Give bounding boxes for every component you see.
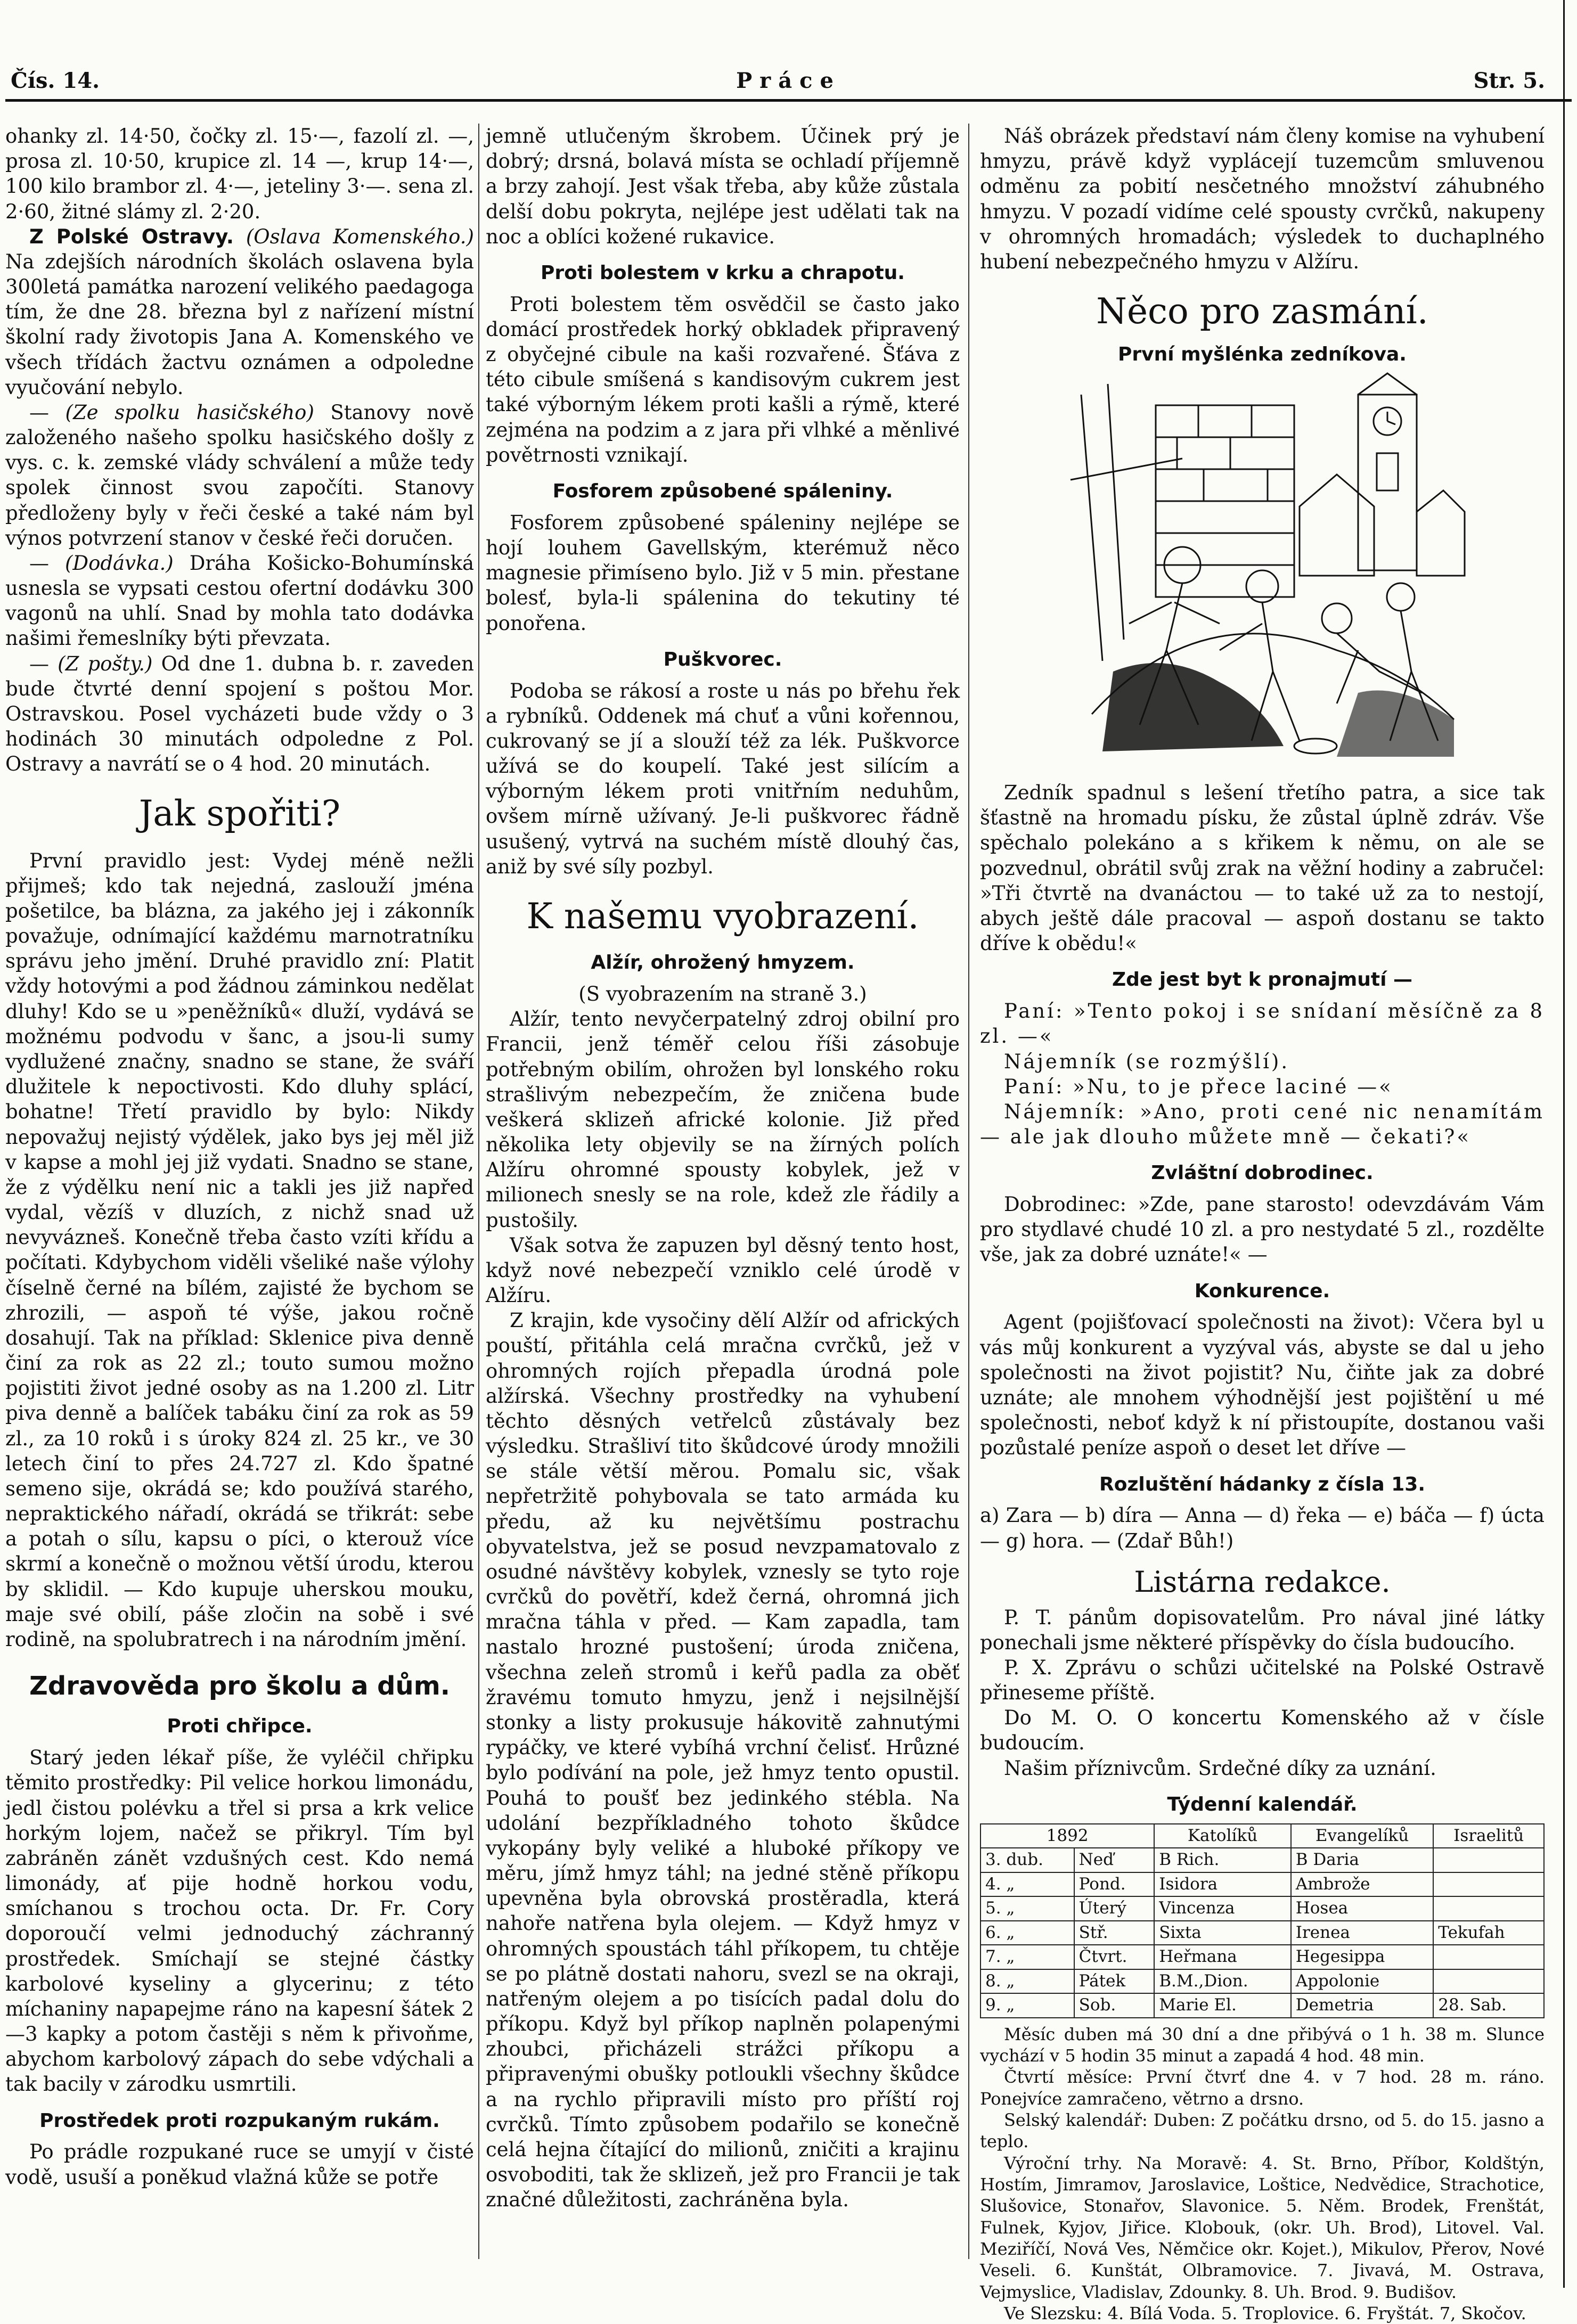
editor-note: Našim příznivcům. Srdečné díky za uznání. (1004, 1756, 1436, 1780)
table-cell: Demetria (1291, 1993, 1434, 2018)
table-cell: 9. „ (980, 1993, 1074, 2018)
table-cell: 5. „ (980, 1896, 1074, 1921)
illustration-fallen-bricklayer (1060, 373, 1465, 773)
table-cell: Pond. (1074, 1872, 1155, 1897)
editor-note: P. T. pánům dopisovatelům. Pro nával jiné látky ponechali jsme některé příspěvky do čísla budoucího. (980, 1606, 1545, 1654)
article-text: Stanovy nově založeného našeho spolku hasičského došly z vys. c. k. zemské vlády schválení a může tedy spolek činnost svou započíti. Stanovy předloženy byly v řeči české a také nám byl výnos potvrzení stanov v české řeči doručen. (5, 400, 475, 550)
dialogue-line: Paní: »Tento pokoj i se snídaní měsíčně za 8 zl. —« (980, 1000, 1545, 1048)
table-header-row (980, 1824, 1544, 1848)
editor-note: P. X. Zprávu o schůzi učitelské na Polské Ostravě přineseme příště. (980, 1656, 1545, 1705)
table-cell: Sob. (1074, 1993, 1155, 2018)
article-text-ruce-cont: jemně utlučeným škrobem. Účinek prý je dobrý; drsná, bolavá místa se ochladí příjemně a brzy zahojí. Jest však třeba, aby kůže zůstala delší dobu pokryta, nejlépe jest udělati tak na noc a oblíci kožené rukavice. (486, 125, 960, 248)
table-row (980, 1848, 1544, 1872)
section-heading-ostrava: Z Polské Ostravy. (29, 225, 234, 248)
article-title-zasmani: Něco pro zasmání. (1096, 291, 1428, 332)
subheading-krk: Proti bolestem v krku a chrapotu. (541, 261, 905, 284)
table-row (980, 1993, 1544, 2018)
article-text: Od dne 1. dubna b. r. zaveden bude čtvrté denní spojení s poštou Mor. Ostravskou. Posel vycházeti bude vždy o 3 hodinách 30 minutách odpoledne z Pol. Ostravy a navrátí se o 4 hod. 20 minutách. (5, 652, 475, 776)
calendar-note: Čtvrtí měsíce: První čtvrť dne 4. v 7 hod. 28 m. ráno. Ponejvíce zamračeno, větrno a drsno. (980, 2067, 1545, 2109)
table-cell: Neď (1074, 1848, 1155, 1872)
table-cell (1433, 1969, 1544, 1994)
subheading-myslenka: První myšlénka zedníkova. (1118, 343, 1407, 366)
article-hasici: — (Ze spolku hasičského) Stanovy nově založeného našeho spolku hasičského došly z vys. c. k. zemské vlády schválení a může tedy spolek činnost svou započíti. Stanovy předloženy byly v řeči české a také nám byl výnos potvrzení stanov v české řeči doručen. (5, 400, 475, 550)
column-header: 1892 (980, 1824, 1154, 1848)
calendar-note-markets: Výroční trhy. Na Moravě: 4. St. Brno, Příbor, Koldštýn, Hostím, Jimramov, Jaroslavice, Loštice, Nedvědice, Strachotice, Slušovice, Stonařov, Slavonice. 5. Něm. Brodek, Frenštát, Fulnek, Kyjov, Jiřice. Klobouk, (okr. Uh. Brod), Litovel. Val. Meziříčí, Nová Ves, Němčice okr. Kojet.), Mikulov, Přerov, Nové Veseli. 6. Kunštát, Olbramovice. 7. Jivavá, M. Ostrava, Vejmyslice, Vladislav, Zdounky. 8. Uh. Brod. 9. Budišov. (980, 2153, 1545, 2302)
alzir-reference: (S vyobrazením na straně 3.) (578, 983, 867, 1005)
subheading-komensky: (Oslava Komenského.) (246, 225, 474, 248)
table-cell: Appolonie (1291, 1969, 1434, 1994)
joke-text-konkurence: Agent (pojišťovací společnosti na život): Včera byl u vás můj konkurent a vyzýval vás, abyste se dal u jeho společnosti na život pojistit? Nu, čiňte jak za dobré uznáte; ale mnohem výhodnější jest pojištění u mé společnosti, neboť když k ní přistoupíte, dostanou vaši pozůstalé peníze aspoň o deset let dříve — (980, 1311, 1545, 1460)
table-cell: Vincenza (1154, 1896, 1290, 1921)
calendar-note: Měsíc duben má 30 dní a dne přibývá o 1 h. 38 m. Slunce vychází v 5 hodin 35 minut a zapadá 4 hod. 48 min. (980, 2024, 1545, 2066)
table-cell (1433, 1848, 1544, 1872)
article-text-fosfor: Fosforem způsobené spáleniny nejlépe se hojí louhem Gavellským, kterémuž něco magnesie přimíseno bylo. Již v 5 min. přestane bolesť, byla-li spálenina do tekutiny té ponořena. (486, 511, 960, 635)
article-text-chripce: Starý jeden lékař píše, že vyléčil chřipku těmito prostředky: Pil velice horkou limonádu, jedl čistou polévku a třel si prsa a krk velice horkým lojem, načež se přikryl. Tím byl zabráněn zánět vzdušných cest. Kdo nemá limonády, ať pije hodně horkou vodu, smíchanou s trochou octa. Dr. Fr. Cory doporoučí velmi jednoduchý záchranný prostředek. Smíchají se stejné částky karbolové kyseliny a glycerinu; z této míchaniny napapejme ráno na kapesní šátek 2—3 kapky a potom častěji s něm k přivoňme, abychom karbolový zápach do sebe vdýchali a tak bacily v zárodku usmrtili. (5, 1746, 474, 2096)
column-divider (478, 124, 479, 2259)
article-text-sporit: První pravidlo jest: Vydej méně nežli přijmeš; kdo tak nejedná, zaslouží jména pošetilce, ba blázna, za jakého jej i zákonník považuje, odnímající každému marnotratníku správu jeho jmění. Druhé pravidlo zní: Platit vždy hotovými a pod žádnou záminkou nedělat dluhy! Kdo se u »peněžníků« dluží, vydává se možnému podvodu v šanc, a jsou-li sumy vydlužené značny, snadno se stane, že sváří dlužitele k nepoctivosti. Kdo dluhy splácí, bohatne! Třetí pravidlo by bylo: Nikdy nepovažuj nejistý výdělek, jako bys jej měl již v kapse a mohl jej již vydati. Snadno se stane, že z výdělku není nic a takli jes již napřed vydal, vězíš v dluzích, z nichž snad už nevyvázneš. Konečně třeba často vzíti křídu a počítati. Kdybychom viděli všeliké naše výlohy číselně černé na bílém, zajisté že bychom se zhrozili, — aspoň té výše, jakou ročně dosahují. Tak na příklad: Sklenice piva denně činí za rok as 22 zl.; touto sumou možno pojistiti život jedné osoby as na 1.200 zl. Litr piva denně a balíček tabáku činí za rok as 59 zl., za 10 roků i s úroky 824 zl. 25 kr., ve 30 letech činí to přes 24.727 zl. Kdo špatné semeno sije, okrádá se; kdo používá starého, nepraktického nářadí, okrádá se třikrát: sebe a potah o sílu, kapsu o píci, o kterouž více skrmí a konečně o možnou větší úrodu, kterou by sklidil. — Kdo kupuje uherskou mouku, maje své obilí, páše zločin na sobě i své rodině, na spolubratrech i na národním jmění. (5, 849, 474, 1651)
subheading: (Z pošty.) (58, 652, 153, 675)
table-cell: 7. „ (980, 1945, 1074, 1969)
column-3 (980, 124, 1545, 2323)
table-cell: Heřmana (1154, 1945, 1290, 1969)
article-title-zdravoveda: Zdravověda pro školu a dům. (29, 1671, 450, 1701)
page-header (11, 68, 1566, 100)
article-title-vyobrazeni: K našemu vyobrazení. (526, 895, 919, 937)
table-cell (1433, 1945, 1544, 1969)
article-text-alzir-3: Z krajin, kde vysočiny dělí Alžír od afrických pouští, přitáhla celá mračna cvrčků, jež v ohromných rojích přepadla úrodná pole alžírská. Všechny prostředky na vyhubení těchto děsných vetřelců zůstávaly bez výsledku. Strašliví tito škůdcové úrody množili se stále větší měrou. Pomalu sic, však nepřetržitě pohybovala se tato armáda ku předu, až ku největšímu postrachu obyvatelstva, jež se posud nevzpamatovalo z osudné návštěvy kobylek, vznesly se tyto roje cvrčků do povětří, kdež černá, ohromná jich mračna táhla v před. — Kam zapadla, tam nastalo hrozné pustošení; úroda zničena, všechna zeleň stromů i keřů padla za oběť žravému tomuto hmyzu, jenž i nejsilnější stonky a listy prokusuje hákovitě zahnutými rypáčky, ve které vybíhá vrchní čelisť. Hrůzné bylo podívání na pole, jež hmyz tento opustil. Pouhá to poušť bez jedinkého stébla. Na udolání bezpříkladného tohoto škůdce vykopány byly veliké a hluboké příkopy ve měru, jímž hmyz táhl; na jedné stěně příkopu upevněna byla obrovská prostěradla, která nahoře natřena byla olejem. — Když hmyz v ohromných spoustách táhl příkopem, tu chtěje se po plátně dostati nahoru, svezl se na okraji, natřeným olejem a po tisících padal dolu do příkopu. Když byl příkop naplněn polapenými zhoubci, přicházeli strážci příkopu a připravenými obušky potloukli všechny škůdce a na rychlo připravili místo pro příští roj cvrčků. Tímto způsobem podařilo se konečně celá hejna čítající do milionů, zničiti a krajinu osvoboditi, tak že sklizeň, jež pro Francii je tak značné důležitosti, zachráněna byla. (486, 1309, 960, 2212)
dialogue-line: Nájemník: »Ano, proti cené nic nenamítám — ale jak dlouho můžete mně — čekati?« (980, 1100, 1545, 1149)
market-prices-text: ohanky zl. 14·50, čočky zl. 15·—, fazolí zl. —, prosa zl. 10·50, krupice zl. 14 —, krup 14·—, 100 kilo brambor zl. 4·—, jeteliny 3·—. sena zl. 2·60, žitné slámy zl. 2·20. (5, 125, 474, 223)
table-cell: 8. „ (980, 1969, 1074, 1994)
table-cell: Isidora (1154, 1872, 1290, 1897)
table-row (980, 1872, 1544, 1897)
column-1 (5, 124, 474, 2259)
subheading-fosfor: Fosforem způsobené spáleniny. (552, 480, 893, 502)
table-cell: Úterý (1074, 1896, 1155, 1921)
column-divider (968, 124, 969, 2259)
article-posta: — (Z pošty.) Od dne 1. dubna b. r. zaveden bude čtvrté denní spojení s poštou Mor. Ostravskou. Posel vycházeti bude vždy o 3 hodinách 30 minutách odpoledne z Pol. Ostravy a navrátí se o 4 hod. 20 minutách. (5, 652, 475, 776)
puzzle-solution: a) Zara — b) díra — Anna — d) řeka — e) báča — f) úcta — g) hora. — (Zdař Bůh!) (980, 1504, 1545, 1552)
table-row (980, 1921, 1544, 1945)
joke-text-zednik: Zedník spadnul s lešení třetího patra, a sice tak šťastně na hromadu písku, že zůstal úplně zdráv. Vše spěchalo polekáno a s křikem k němu, on ale se pozvednul, obrátil svůj zrak na věžní hodiny a zabručel: »Tři čtvrtě na dvanáctou — to také už za to nestojí, abych ještě dále pracoval — aspoň dostanu se takto dříve k obědu!« (980, 781, 1545, 955)
header-rule (5, 99, 1572, 102)
table-cell: 3. dub. (980, 1848, 1074, 1872)
table-cell: Marie El. (1154, 1993, 1290, 2018)
article-ostrava (5, 224, 474, 400)
table-cell: 28. Sab. (1433, 1993, 1544, 2018)
dialogue-line: Nájemník (se rozmýšlí). (1004, 1050, 1290, 1073)
section-title-listarna: Listárna redakce. (1134, 1565, 1391, 1599)
subheading-ruce: Prostředek proti rozpukaným rukám. (39, 2109, 440, 2132)
table-cell: Stř. (1074, 1921, 1155, 1945)
article-title-sporit: Jak spořiti? (138, 793, 341, 834)
subheading: (Dodávka.) (65, 551, 174, 575)
calendar-note: Selský kalendář: Duben: Z počátku drsno, od 5. do 15. jasno a teplo. (980, 2110, 1545, 2152)
subheading-alzir: Alžír, ohrožený hmyzem. (591, 952, 855, 974)
table-cell: B.M.,Dion. (1154, 1969, 1290, 1994)
table-cell (1433, 1872, 1544, 1897)
subheading-puskvorec: Puškvorec. (663, 648, 782, 670)
joke-text-dobrodinec: Dobrodinec: »Zde, pane starosto! odevzdávám Vám pro stydlavé chudé 10 zl. a pro nestydaté 5 zl., rozdělte vše, jak za dobré uznáte!« — (980, 1193, 1545, 1266)
table-row (980, 1945, 1544, 1969)
table-cell: Ambrože (1291, 1872, 1434, 1897)
table-cell: Hegesippa (1291, 1945, 1434, 1969)
page-edge (1563, 0, 1565, 2288)
subheading-rozlusteni: Rozluštění hádanky z čísla 13. (1099, 1473, 1426, 1495)
table-row (980, 1896, 1544, 1921)
article-text-krk: Proti bolestem těm osvědčil se často jako domácí prostředek horký obkladek připravený z obyčejné cibule na kaši rozvařené. Šťáva z této cibule smíšená s kandisovým cukrem jest také výborným lékem proti kašli a rýmě, které zejména na podzim a z jara při vlhké a měnlivé povětrnosti vznikají. (486, 292, 960, 467)
masthead-title: Práce (736, 68, 841, 93)
column-2 (486, 124, 960, 2259)
table-cell: B Rich. (1154, 1848, 1290, 1872)
table-cell: B Daria (1291, 1848, 1434, 1872)
subheading-dobrodinec: Zvláštní dobrodinec. (1151, 1162, 1374, 1184)
table-cell: Tekufah (1433, 1921, 1544, 1945)
column-header: Evangelíků (1291, 1824, 1434, 1848)
article-text: Dráha Košicko-Bohumínská usnesla se vypsati cestou ofertní dodávku 300 vagonů na uhlí. Snad by mohla tato dodávka našimi řemeslníky býti převzata. (5, 551, 474, 650)
table-cell: 4. „ (980, 1872, 1074, 1897)
article-text-puskvorec: Podoba se rákosí a roste u nás po břehu řek a rybníků. Oddenek má chuť a vůni kořennou, cukrovaný se jí a slouží též za lék. Puškvorce užívá se do koupelí. Také jest silícím a výborným lékem proti vnitřním neduhům, ovšem mírně užívaný. Je-li puškvorec řádně usušený, vytrvá na suchém místě dlouhý čas, aniž by své síly pozbyl. (486, 679, 960, 878)
subheading-konkurence: Konkurence. (1194, 1280, 1330, 1302)
dialogue-line: Paní: »Nu, to je přece laciné —« (1004, 1075, 1393, 1098)
table-cell: Čtvrt. (1074, 1945, 1155, 1969)
article-text-ruce: Po prádle rozpukané ruce se umyjí v čisté vodě, usuší a poněkud vlažná kůže se potře (5, 2140, 474, 2189)
table-cell: 6. „ (980, 1921, 1074, 1945)
article-text: Na zdejších národních školách oslavena byla 300letá památka narození velikého paedagoga tím, že dne 28. března byl z nařízení místní školní rady životopis Jana A. Komenského ve všech třídách žactvu oznámen a odpoledne vyučování nebylo. (5, 250, 474, 399)
table-cell (1433, 1896, 1544, 1921)
subheading: (Ze spolku hasičského) (65, 400, 314, 424)
subheading-pronajmuti: Zde jest byt k pronajmutí — (1112, 969, 1412, 991)
table-cell: Hosea (1291, 1896, 1434, 1921)
table-row (980, 1969, 1544, 1994)
subheading-kalendar: Týdenní kalendář. (1167, 1793, 1358, 1815)
editor-note: Do M. O. O koncertu Komenského až v čísle budoucím. (980, 1706, 1545, 1755)
column-header: Israelitů (1433, 1824, 1544, 1848)
article-text-alzir-1: Alžír, tento nevyčerpatelný zdroj obilní pro Francii, jenž téměř celou říši zásobuje potřebným obilím, ohrožen byl lonského roku strašlivým nebezpečím, že zničena bude veškerá sklizeň africké kolonie. Již před několika lety objevily se na žírných polích Alžíru ohromné spousty kobylek, jež v milionech snesly se na role, kdež zle řádily a pustošily. (486, 1008, 960, 1232)
weekly-calendar-table (980, 1823, 1545, 2018)
article-text-obrazek: Náš obrázek představí nám členy komise na vyhubení hmyzu, právě když vyplácejí tuzemcům smluvenou odměnu za pobití nesčetného množství záhubného hmyzu. V pozadí vidíme celé spousty cvrčků, nakupeny v ohromných hromadách; výsledek to duchaplného hubení nebezpečného hmyzu v Alžíru. (980, 125, 1545, 273)
article-dodavka: — (Dodávka.) Dráha Košicko-Bohumínská usnesla se vypsati cestou ofertní dodávku 300 vagonů na uhlí. Snad by mohla tato dodávka našimi řemeslníky býti převzata. (5, 551, 474, 650)
column-header: Katolíků (1154, 1824, 1290, 1848)
calendar-note-silesia: Ve Slezsku: 4. Bílá Voda. 5. Troplovice. 6. Fryštát. 7, Skočov. (1004, 2303, 1526, 2323)
table-cell: Pátek (1074, 1969, 1155, 1994)
subheading-chripce: Proti chřipce. (167, 1715, 313, 1738)
table-cell: Sixta (1154, 1921, 1290, 1945)
issue-number: Čís. 14. (11, 68, 100, 93)
page-number: Str. 5. (1473, 68, 1545, 93)
article-text-alzir-2: Však sotva že zapuzen byl děsný tento host, když nové nebezpečí vzniklo celé úrodě v Alžíru. (486, 1233, 960, 1307)
table-cell: Irenea (1291, 1921, 1434, 1945)
